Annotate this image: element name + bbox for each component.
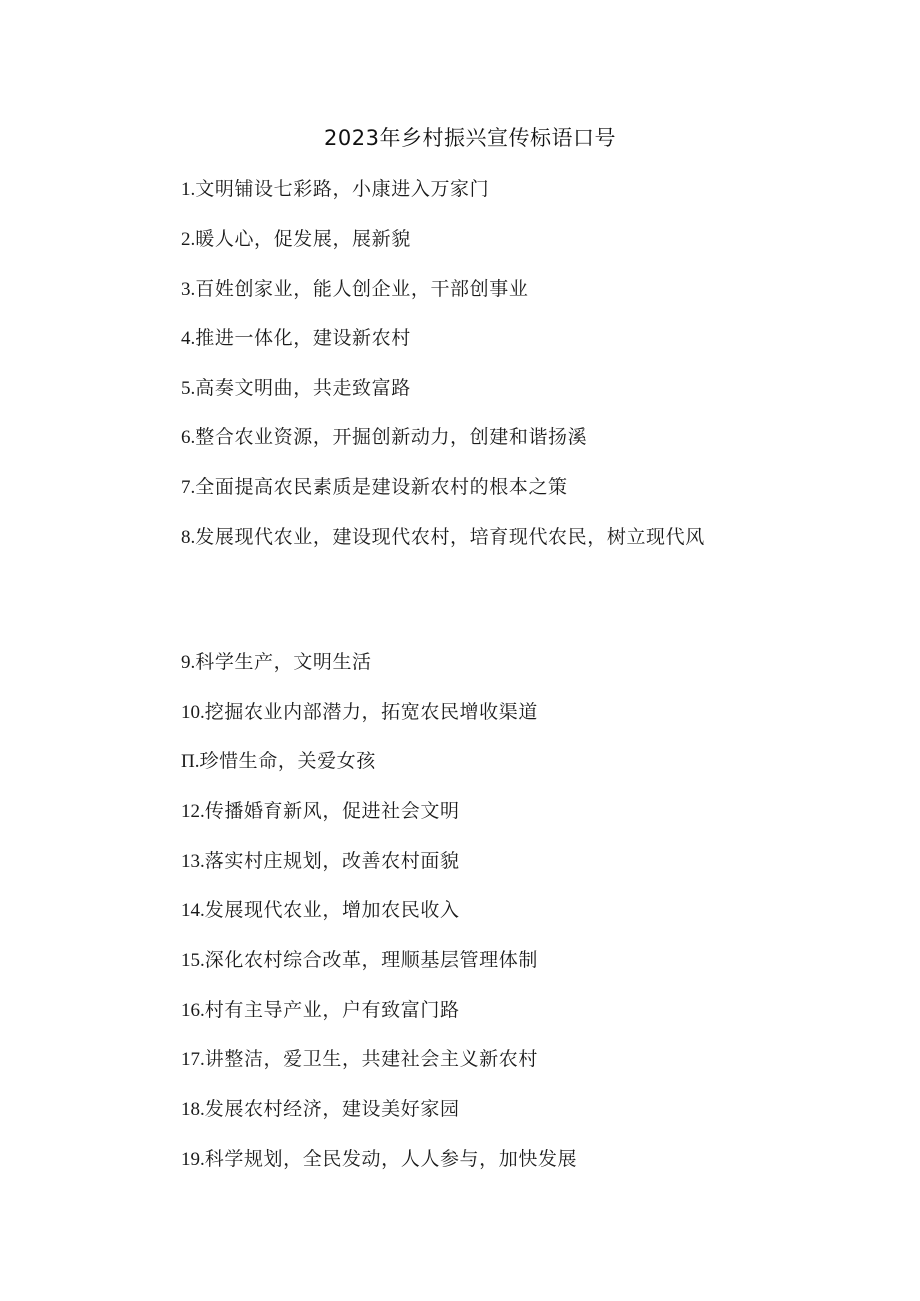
item-text: 挖掘农业内部潜力，拓宽农民增收渠道	[204, 701, 538, 723]
item-number: 15	[181, 950, 200, 971]
item-separator: .	[200, 1000, 205, 1021]
list-item	[181, 648, 372, 677]
item-text: 珍惜生命，关爱女孩	[199, 750, 376, 772]
item-number: Π	[181, 751, 195, 772]
item-text: 发展现代农业，增加农民收入	[204, 899, 460, 921]
list-item	[181, 1145, 577, 1174]
list-item	[181, 896, 460, 925]
item-text: 传播婚育新风，促进社会文明	[204, 800, 460, 822]
list-item	[181, 423, 587, 452]
item-number: 6	[181, 427, 191, 448]
item-separator: .	[190, 378, 196, 399]
item-number: 13	[181, 851, 200, 872]
item-text: 推进一体化，建设新农村	[195, 327, 411, 349]
item-number: 19	[181, 1149, 200, 1170]
list-item	[181, 374, 411, 403]
item-separator: .	[190, 229, 196, 250]
item-text: 发展现代农业，建设现代农村，培育现代农民，树立现代风	[195, 526, 705, 548]
item-number: 8	[181, 527, 191, 548]
item-number: 2	[181, 229, 191, 250]
list-item	[181, 946, 538, 975]
item-separator: .	[190, 328, 196, 349]
item-separator: .	[200, 1099, 205, 1120]
item-text: 科学生产，文明生活	[195, 651, 372, 673]
list-item	[181, 523, 771, 552]
item-text: 整合农业资源，开掘创新动力，创建和谐扬溪	[195, 426, 588, 448]
item-separator: .	[200, 1049, 205, 1070]
list-item	[181, 747, 376, 776]
item-text: 讲整洁，爱卫生，共建社会主义新农村	[204, 1048, 538, 1070]
item-number: 14	[181, 900, 200, 921]
item-separator: .	[200, 801, 205, 822]
item-number: 18	[181, 1099, 200, 1120]
list-item	[181, 698, 538, 727]
item-number: 5	[181, 378, 191, 399]
list-item	[181, 275, 528, 304]
item-separator: .	[190, 179, 196, 200]
item-text: 村有主导产业，户有致富门路	[204, 999, 460, 1021]
item-separator: .	[190, 279, 196, 300]
item-separator: .	[190, 527, 196, 548]
item-number: 12	[181, 801, 200, 822]
document-title: 2023年乡村振兴宣传标语口号	[324, 126, 616, 150]
item-number: 17	[181, 1049, 200, 1070]
item-text: 发展农村经济，建设美好家园	[204, 1098, 460, 1120]
item-separator: .	[200, 851, 205, 872]
item-separator: .	[200, 1149, 205, 1170]
item-separator: .	[194, 751, 200, 772]
item-number: 10	[181, 702, 200, 723]
item-text: 暖人心，促发展，展新貌	[195, 228, 411, 250]
item-text: 百姓创家业，能人创企业，干部创事业	[195, 278, 529, 300]
item-text: 落实村庄规划，改善农村面貌	[204, 850, 460, 872]
item-text: 高奏文明曲，共走致富路	[195, 377, 411, 399]
item-number: 1	[181, 179, 191, 200]
item-separator: .	[200, 702, 205, 723]
item-separator: .	[190, 477, 196, 498]
item-number: 7	[181, 477, 191, 498]
list-item	[181, 996, 460, 1025]
list-item	[181, 473, 568, 502]
item-text: 科学规划，全民发动，人人参与，加快发展	[204, 1148, 578, 1170]
list-item	[181, 175, 489, 204]
list-item	[181, 324, 411, 353]
item-number: 16	[181, 1000, 200, 1021]
item-text: 全面提高农民素质是建设新农村的根本之策	[195, 476, 568, 498]
item-separator: .	[200, 900, 205, 921]
item-text: 深化农村综合改革，理顺基层管理体制	[204, 949, 538, 971]
item-text: 文明铺设七彩路，小康进入万家门	[195, 178, 490, 200]
list-item	[181, 1045, 538, 1074]
list-item	[181, 847, 460, 876]
item-number: 4	[181, 328, 191, 349]
item-separator: .	[190, 427, 196, 448]
list-item	[181, 797, 460, 826]
list-item	[181, 1095, 460, 1124]
item-separator: .	[200, 950, 205, 971]
list-item	[181, 225, 411, 254]
item-separator: .	[190, 652, 196, 673]
item-number: 3	[181, 279, 191, 300]
item-number: 9	[181, 652, 191, 673]
